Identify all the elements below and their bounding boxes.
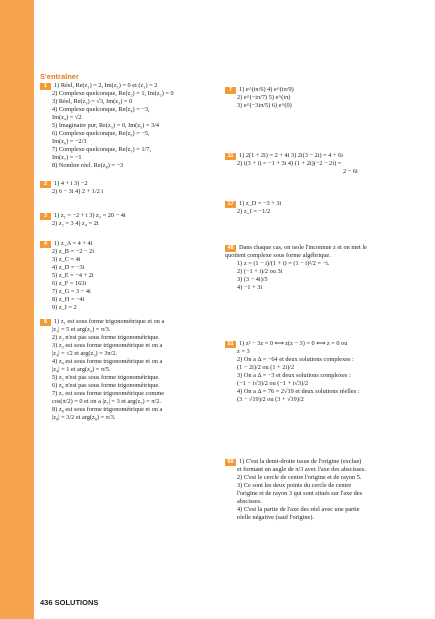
exercise-number: 60 [225, 459, 236, 466]
exercise-line: 7) z₇ est sous forme trigonométrique comme [52, 390, 165, 397]
exercise-line: cos(π/2) = 0 et on a |z₇| = 3 et arg(z₇) = π/2. [52, 398, 161, 405]
exercise-line: |z₄| = 1 et arg(z₄) = π/5. [52, 366, 111, 373]
exercise-number: 1 [40, 83, 51, 90]
exercise-line: 1) z₁ est sous forme trigonométrique et on a [54, 318, 165, 325]
exercise-line: 3) Ce sont les deux points du cercle de centre [237, 482, 352, 489]
exercise-line: Im(z₇) = −1 [52, 154, 82, 161]
exercise-line: Im(z₄) = √2 [52, 114, 82, 121]
exercise-line: 3) Réel, Re(z₃) = √3, Im(z₃) = 0 [52, 98, 133, 105]
left-color-band [0, 0, 34, 619]
exercise-number: 11 [225, 153, 236, 160]
exercise-number: 17 [225, 201, 236, 208]
exercise-line: 1) 4 + i 3) −2 [54, 180, 88, 187]
exercise-line: 4) z_D = −3i [52, 264, 85, 271]
exercise-line: Dans chaque cas, on isole l'inconnue z et on met le [239, 244, 367, 251]
exercise-line: |z₈| = 3/2 et arg(z₈) = π/3. [52, 414, 116, 421]
page-footer [40, 598, 98, 607]
exercise-line: 6) z_F = 163i [52, 280, 87, 287]
exercise-line: Im(z₆) = −2/3 [52, 138, 87, 145]
exercise-17 [225, 200, 425, 216]
exercise-line: 1) Réel, Re(z₁) = 2, Im(z₁) = 0 et (z₁) = 2 [54, 82, 158, 89]
exercise-number: 2 [40, 181, 51, 188]
exercise-2 [40, 180, 222, 196]
exercise-number: 48 [225, 245, 236, 252]
exercise-line: (−1 − i√3)/2 ou (−1 + i√3)/2 [237, 380, 309, 387]
exercise-line: 3) z_C = 4i [52, 256, 81, 263]
exercise-line: 8) z_H = −4i [52, 296, 85, 303]
exercise-line: 8) z₈ est sous forme trigonométrique et on a [52, 406, 163, 413]
exercise-line: 2) i(3 + i) = −1 + 3i 4) (1 + 2i)(−2 − 2i) = [237, 160, 342, 167]
exercise-4 [40, 240, 222, 312]
exercise-line: 2) On a Δ = −64 et deux solutions complexes : [237, 356, 354, 363]
exercise-line: 2) z₂ = 3 4) z₄ = 2i [52, 220, 99, 227]
exercise-line: 4) C'est la partie de l'axe des réel avec une partie [237, 506, 360, 513]
exercise-number: 3 [40, 213, 51, 220]
exercise-line: 2) z_B = −2 − 2i [52, 248, 94, 255]
section-title: S'entraîner [40, 72, 79, 81]
exercise-line: 5) z_E = −4 + 2i [52, 272, 94, 279]
exercise-line: 8) Nombre réel. Re(z₈) = −3 [52, 162, 124, 169]
exercise-line: 1) z = (1 − i)/(1 + i) = (1 − i)²/2 = −i. [237, 260, 330, 267]
exercise-line: 3) z₃ est sous forme trigonométrique et on a [52, 342, 163, 349]
exercise-1 [40, 82, 222, 170]
exercise-51 [225, 340, 425, 404]
exercise-line: 9) z_I = 2 [52, 304, 77, 311]
exercise-line: 5) z₅ n'est pas sous forme trigonométrique. [52, 374, 160, 381]
exercise-line: 1) z_D = −3 + 3i [239, 200, 282, 207]
exercise-line: 3) On a Δ = −3 et deux solutions complexes : [237, 372, 351, 379]
exercise-line: 2) (−1 + i)/2 ou 3i [237, 268, 283, 275]
exercise-line: 1) z₁ = −2 + i 3) z₃ = 20 − 4i [54, 212, 126, 219]
exercise-line: 1) C'est la demi-droite issue de l'origine (exclue) [239, 458, 362, 465]
exercise-line: 3) (3 − 4i)/5 [237, 276, 268, 283]
exercise-48 [225, 244, 425, 292]
exercise-line: 2) e^(−iπ/7) 5) e^(iπ) [237, 94, 291, 101]
exercise-line: 3) e^(−3iπ/5) 6) e^(0) [237, 102, 292, 109]
exercise-line: (1 − 2i)/2 ou (1 + 2i)/2 [237, 364, 295, 371]
exercise-line: |z₃| = √2 et arg(z₃) = 3π/2. [52, 350, 118, 357]
exercise-7 [225, 86, 425, 110]
exercise-line: 6) Complexe quelconque, Re(z₆) = −5, [52, 130, 150, 137]
exercise-line: 1) e^(iπ/6) 4) e^(iπ/9) [239, 86, 294, 93]
exercise-8 [40, 318, 222, 422]
exercise-60 [225, 458, 425, 522]
exercise-3 [40, 212, 222, 228]
exercise-line: 5) Imaginaire pur, Re(z₅) = 0, Im(z₅) = 3/4 [52, 122, 160, 129]
exercise-number: 8 [40, 319, 51, 326]
exercise-line: |z₁| = 5 et arg(z₁) = π/3. [52, 326, 111, 333]
exercise-line: et formant un angle de π/3 avec l'axe des abscisses. [237, 466, 366, 473]
exercise-line: réelle négative (sauf l'origine). [237, 514, 315, 521]
exercise-number: 51 [225, 341, 236, 348]
exercise-line: l'origine et de rayon 3 qui sont situés sur l'axe des [237, 490, 363, 497]
exercise-line: 7) z_G = 3 − 4i [52, 288, 91, 295]
exercise-line: 6) z₆ n'est pas sous forme trigonométrique. [52, 382, 160, 389]
exercise-line: 2) z_I = −1/2 [237, 208, 271, 215]
exercise-line: 1) z² − 3z = 0 ⟺ z(z − 3) = 0 ⟺ z = 0 ou [239, 340, 348, 347]
exercise-line: 1) z_A = 4 + 4i [54, 240, 93, 247]
exercise-line: 7) Complexe quelconque, Re(z₇) = 1/7, [52, 146, 151, 153]
exercise-line: 4) Complexe quelconque, Re(z₄) = −3, [52, 106, 150, 113]
exercise-line: abscisses. [237, 498, 262, 505]
exercise-line: 4) −1 + 3i [237, 284, 263, 291]
exercise-line: 2) Complexe quelconque, Re(z₂) = 1, Im(z₂) = 0 [52, 90, 174, 97]
exercise-line: 1) 2(1 + 2i) = 2 + 4i 3) 2i(3 − 2i) = 4 + 6i [239, 152, 344, 159]
exercise-line: 4) z₄ est sous forme trigonométrique et on a [52, 358, 163, 365]
exercise-number: 7 [225, 87, 236, 94]
exercise-line: 4) On a Δ = 76 = 2√19 et deux solutions réelles : [237, 388, 360, 395]
exercise-line: 2 − 6i [343, 168, 358, 175]
exercise-line: z = 3 [237, 348, 250, 355]
page-number: 436 [40, 598, 53, 607]
exercise-11 [225, 152, 425, 176]
exercise-line: 2) z₂ n'est pas sous forme trigonométrique. [52, 334, 160, 341]
exercise-line: 2) 6 − 3i 4) 2 + 1/2 i [52, 188, 104, 195]
exercise-number: 4 [40, 241, 51, 248]
exercise-line: 2) C'est le cercle de centre l'origine et de rayon 5. [237, 474, 362, 481]
exercise-line: quotient complexe sous forme algébrique. [225, 252, 331, 259]
footer-label: SOLUTIONS [54, 598, 99, 607]
exercise-line: (3 − √19)/2 ou (3 + √19)/2 [237, 396, 304, 403]
